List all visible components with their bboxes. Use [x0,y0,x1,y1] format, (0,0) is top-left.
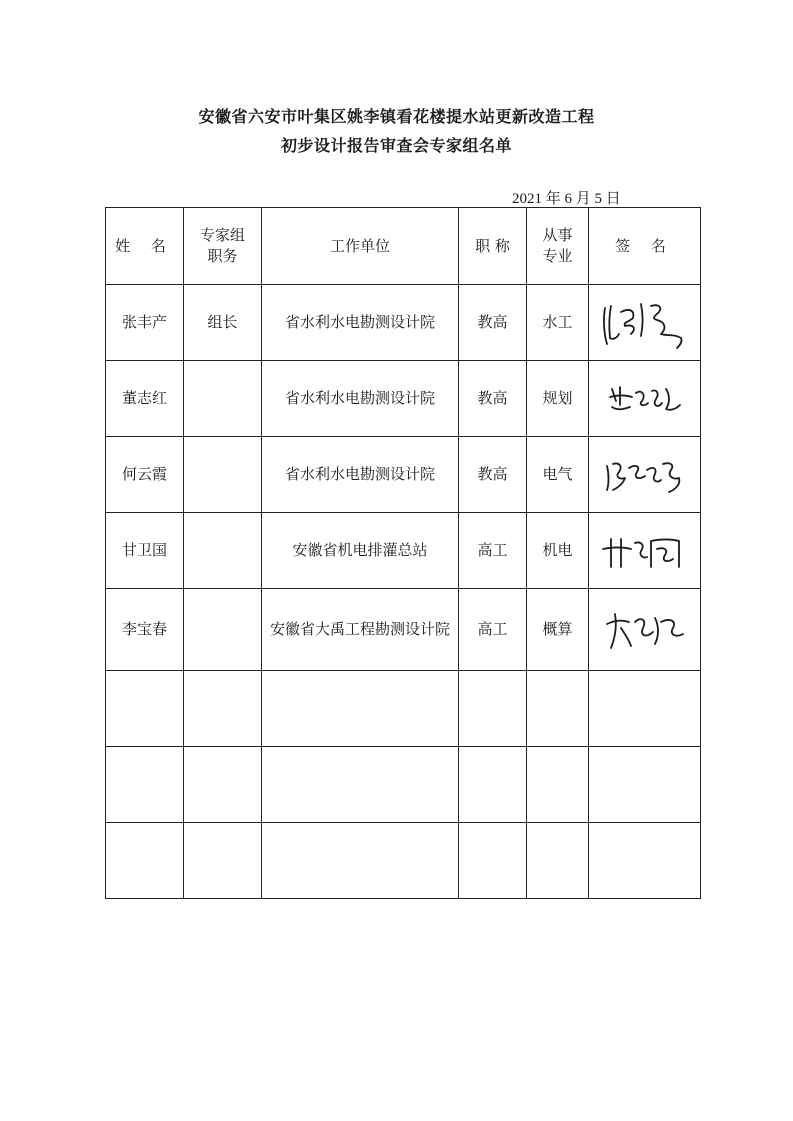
table-row [106,361,701,437]
document-date: 2021 年 6 月 5 日 [512,191,621,207]
expert-name: 何云霞 [106,437,184,513]
document-subtitle: 初步设计报告审查会专家组名单 [280,136,512,155]
expert-role [184,823,262,899]
header-unit: 工作单位 [262,208,459,285]
expert-unit [262,747,459,823]
handwritten-signature [589,823,701,899]
table-row [106,513,701,589]
handwritten-signature [589,589,701,671]
handwritten-signature [589,513,701,589]
expert-name [106,747,184,823]
expert-name: 李宝春 [106,589,184,671]
expert-title: 高工 [459,589,527,671]
expert-unit: 安徽省大禹工程勘测设计院 [262,589,459,671]
table-row [106,285,701,361]
expert-field [527,823,589,899]
expert-title [459,671,527,747]
expert-unit: 省水利水电勘测设计院 [262,437,459,513]
expert-field: 规划 [527,361,589,437]
table-row [106,747,701,823]
expert-role [184,589,262,671]
signature-image [600,375,690,423]
expert-role [184,747,262,823]
expert-role: 组长 [184,285,262,361]
expert-role [184,513,262,589]
expert-title: 高工 [459,513,527,589]
header-signature: 签 名 [589,208,701,285]
expert-unit: 安徽省机电排灌总站 [262,513,459,589]
table-row [106,671,701,747]
header-row [106,208,701,285]
expert-name: 张丰产 [106,285,184,361]
expert-field: 水工 [527,285,589,361]
expert-name [106,671,184,747]
handwritten-signature [589,671,701,747]
handwritten-signature [589,285,701,361]
expert-unit: 省水利水电勘测设计院 [262,285,459,361]
expert-field [527,747,589,823]
expert-title: 教高 [459,437,527,513]
expert-field [527,671,589,747]
expert-title [459,747,527,823]
expert-role [184,437,262,513]
expert-title: 教高 [459,285,527,361]
handwritten-signature [589,747,701,823]
document-title: 安徽省六安市叶集区姚李镇看花楼提水站更新改造工程 [198,107,595,126]
expert-name: 董志红 [106,361,184,437]
signature-image [599,604,691,656]
expert-field: 机电 [527,513,589,589]
expert-name [106,823,184,899]
expert-roster-table [105,207,701,899]
expert-title: 教高 [459,361,527,437]
expert-role [184,671,262,747]
table-row [106,437,701,513]
handwritten-signature [589,437,701,513]
handwritten-signature [589,361,701,437]
expert-role [184,361,262,437]
expert-name: 甘卫国 [106,513,184,589]
expert-unit [262,671,459,747]
expert-field: 电气 [527,437,589,513]
header-field: 从事 专业 [527,208,589,285]
expert-field: 概算 [527,589,589,671]
signature-image [595,527,695,575]
expert-unit: 省水利水电勘测设计院 [262,361,459,437]
header-role: 专家组 职务 [184,208,262,285]
table-row [106,823,701,899]
signature-image [595,294,695,352]
expert-unit [262,823,459,899]
header-title: 职 称 [459,208,527,285]
table-row [106,589,701,671]
header-name: 姓 名 [106,208,184,285]
expert-title [459,823,527,899]
signature-image [597,450,693,500]
